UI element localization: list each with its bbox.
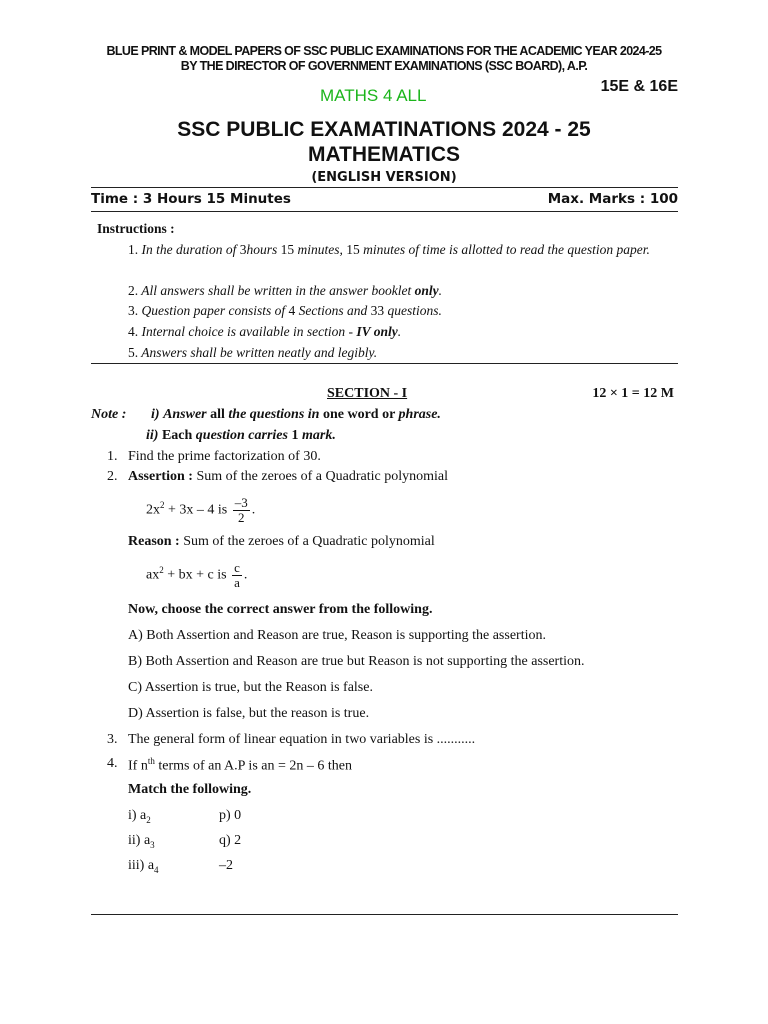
instruction-item: 1. In the duration of 3hours 15 minutes, 15 minutes of time is allotted to read the question paper. <box>128 242 650 257</box>
brand-label: MATHS 4 ALL <box>320 86 427 105</box>
instruction-item: 5. Answers shall be written neatly and legibly. <box>128 345 378 360</box>
instruction-item: 2. All answers shall be written in the answer booklet only. <box>128 283 443 298</box>
match-right: q) 2 <box>219 833 242 848</box>
option-c: C) Assertion is true, but the Reason is false. <box>128 680 373 695</box>
section-marks: 12 × 1 = 12 M <box>592 386 674 401</box>
reason-line: Reason : Sum of the zeroes of a Quadratic polynomial <box>128 534 435 549</box>
note-line-1: i) Answer all the questions in one word or phrase. <box>151 407 441 422</box>
instruction-item: 4. Internal choice is available in section - IV only. <box>128 324 402 339</box>
time-label: Time : 3 Hours 15 Minutes <box>91 191 291 207</box>
question-text: If $n^{th}$ terms of an A.P is an = 2n – 6 then <box>128 756 352 774</box>
assertion-line: Assertion : Sum of the zeroes of a Quadratic polynomial <box>128 469 448 484</box>
header-line-2: BY THE DIRECTOR OF GOVERNMENT EXAMINATIONS (SSC BOARD), A.P. <box>180 59 588 73</box>
divider <box>91 187 678 188</box>
exam-title: SSC PUBLIC EXAMATINATIONS 2024 - 25 <box>177 118 591 141</box>
paper-code: 15E & 16E <box>600 78 678 95</box>
instruction-item: 3. Question paper consists of 4 Sections and 33 questions. <box>128 303 442 318</box>
divider <box>91 211 678 212</box>
option-b: B) Both Assertion and Reason are true but Reason is not supporting the assertion. <box>128 654 585 669</box>
fraction: $\frac{-3}{2}$ <box>234 495 248 525</box>
question-number: 2. <box>107 469 118 484</box>
max-marks-label: Max. Marks : 100 <box>547 191 678 207</box>
divider <box>91 363 678 364</box>
question-number: 3. <box>107 732 118 747</box>
match-heading: Match the following. <box>128 782 252 797</box>
instructions-heading: Instructions : <box>97 221 175 236</box>
note-label: Note : <box>91 407 127 422</box>
header-line-1: BLUE PRINT & MODEL PAPERS OF SSC PUBLIC EXAMINATIONS FOR THE ACADEMIC YEAR 2024-25 <box>106 44 662 58</box>
section-title: SECTION - I <box>327 386 408 401</box>
option-d: D) Assertion is false, but the reason is true. <box>128 706 370 721</box>
option-a: A) Both Assertion and Reason are true, Reason is supporting the assertion. <box>128 628 546 643</box>
question-text: The general form of linear equation in two variables is ........... <box>128 732 476 747</box>
match-left: iii) $a_4$ <box>128 858 159 875</box>
note-line-2: ii) Each question carries 1 mark. <box>146 428 336 443</box>
question-number: 1. <box>107 449 118 464</box>
reason-expression: $ax^2$ + bx + c is $\frac{c}{a}$ . <box>146 560 248 590</box>
match-left: ii) $a_3$ <box>128 833 155 850</box>
match-right: –2 <box>219 858 233 873</box>
subject-title: MATHEMATICS <box>307 143 461 166</box>
question-number: 4. <box>107 756 118 771</box>
assertion-expression: $2x^2 + 3x - 4$ is $\frac{-3}{2}$ . <box>146 495 256 525</box>
question-text: Find the prime factorization of 30. <box>128 449 321 464</box>
choose-instruction: Now, choose the correct answer from the following. <box>128 602 433 617</box>
version-label: (ENGLISH VERSION) <box>311 170 457 185</box>
fraction: $\frac{c}{a}$ <box>234 560 240 590</box>
match-right: p) 0 <box>219 808 242 823</box>
footer-divider <box>91 914 678 915</box>
match-left: i) $a_2$ <box>128 808 151 825</box>
